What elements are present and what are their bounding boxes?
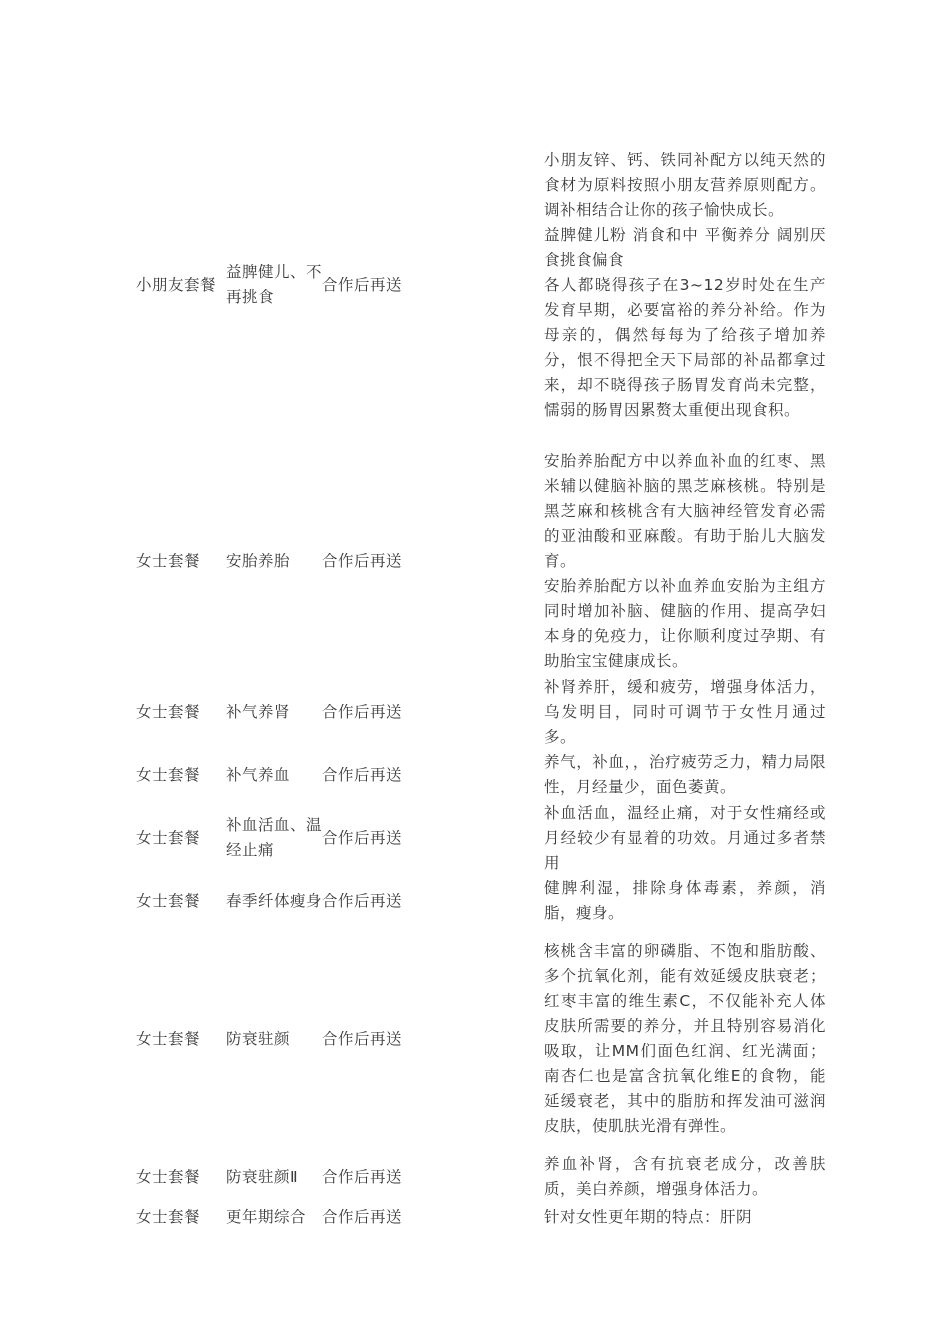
product-name-cell: 补血活血、温经止痛 — [226, 816, 323, 859]
description-paragraph: 安胎养胎配方以补血养血安胎为主组方同时增加补脑、健脑的作用、提高孕妇本身的免疫力，让你顺利度过孕期、有助胎宝宝健康成长。 — [544, 576, 826, 670]
description-cell — [544, 1205, 826, 1230]
product-name-cell: 春季纤体瘦身 — [226, 891, 323, 910]
category-cell: 小朋友套餐 — [136, 275, 217, 294]
note-cell: 合作后再送 — [322, 275, 403, 294]
description-cell — [544, 939, 826, 1139]
description-paragraph: 养气，补血，，治疗疲劳乏力，精力局限性，月经量少，面色萎黄。 — [544, 753, 826, 796]
description-paragraph: 安胎养胎配方中以养血补血的红枣、黑米辅以健脑补脑的黑芝麻核桃。特别是黑芝麻和核桃含有大脑神经管发育必需的亚油酸和亚麻酸。有助于胎儿大脑发育。 — [544, 451, 826, 570]
category-cell: 女士套餐 — [136, 1029, 201, 1048]
table-row — [136, 674, 836, 750]
description-cell — [544, 801, 826, 876]
product-name-cell: 益脾健儿、不再挑食 — [226, 263, 323, 306]
product-name-cell: 防衰驻颜 — [226, 1029, 291, 1048]
category-cell: 女士套餐 — [136, 891, 201, 910]
table-row — [136, 1152, 836, 1202]
description-paragraph: 补肾养肝，缓和疲劳，增强身体活力，乌发明目，同时可调节于女性月通过多。 — [544, 677, 826, 746]
product-name-cell: 防衰驻颜Ⅱ — [226, 1167, 299, 1186]
table-row — [136, 800, 836, 876]
product-table — [136, 122, 836, 1232]
description-paragraph: 核桃含丰富的卵磷脂、不饱和脂肪酸、多个抗氧化剂，能有效延缓皮肤衰老；红枣丰富的维生素C，不仅能补充人体皮肤所需要的养分，并且特别容易消化吸取，让MM们面色红润、红光满面；南杏仁也是富含抗氧化维E的食物，能延缓衰老，其中的脂肪和挥发油可滋润皮肤，使肌肤光滑有弹性。 — [544, 942, 826, 1135]
description-cell — [544, 675, 826, 750]
category-cell: 女士套餐 — [136, 1167, 201, 1186]
product-name-cell: 安胎养胎 — [226, 551, 291, 570]
note-cell: 合作后再送 — [322, 828, 403, 847]
description-paragraph: 针对女性更年期的特点：肝阴 — [544, 1207, 753, 1226]
description-cell — [544, 449, 826, 674]
note-cell: 合作后再送 — [322, 765, 403, 784]
table-row — [136, 926, 836, 1152]
note-cell: 合作后再送 — [322, 702, 403, 721]
category-cell: 女士套餐 — [136, 1207, 201, 1226]
description-paragraph: 补血活血，温经止痛，对于女性痛经或月经较少有显着的功效。月通过多者禁用 — [544, 803, 826, 872]
table-row — [136, 750, 836, 800]
description-paragraph: 益脾健儿粉 消食和中 平衡养分 阔别厌食挑食偏食 — [544, 225, 826, 269]
table-row — [136, 122, 836, 448]
note-cell: 合作后再送 — [322, 1167, 403, 1186]
product-name-cell: 更年期综合 — [226, 1207, 307, 1226]
category-cell: 女士套餐 — [136, 765, 201, 784]
category-cell: 女士套餐 — [136, 551, 201, 570]
note-cell: 合作后再送 — [322, 891, 403, 910]
description-cell — [544, 148, 826, 423]
description-cell — [544, 876, 826, 926]
description-paragraph: 小朋友锌、钙、铁同补配方以纯天然的食材为原料按照小朋友营养原则配方。调补相结合让你的孩子愉快成长。 — [544, 150, 826, 219]
table-row — [136, 448, 836, 674]
description-paragraph: 各人都晓得孩子在3~12岁时处在生产发育早期，必要富裕的养分补给。作为母亲的，偶然每每为了给孩子增加养分，恨不得把全天下局部的补品都拿过来，却不晓得孩子肠胃发育尚未完整，懦弱的肠胃因累赘太重便出现食积。 — [544, 275, 826, 419]
note-cell: 合作后再送 — [322, 1207, 403, 1226]
note-cell: 合作后再送 — [322, 1029, 403, 1048]
table-row — [136, 1202, 836, 1232]
product-name-cell: 补气养血 — [226, 765, 291, 784]
product-name-cell: 补气养肾 — [226, 702, 291, 721]
note-cell: 合作后再送 — [322, 551, 403, 570]
table-row — [136, 876, 836, 926]
description-paragraph: 养血补肾，含有抗衰老成分，改善肤质，美白养颜，增强身体活力。 — [544, 1155, 826, 1198]
category-cell: 女士套餐 — [136, 702, 201, 721]
description-paragraph: 健脾利湿，排除身体毒素，养颜，消脂，瘦身。 — [544, 879, 826, 922]
category-cell: 女士套餐 — [136, 828, 201, 847]
description-cell — [544, 1152, 826, 1202]
description-cell — [544, 750, 826, 800]
